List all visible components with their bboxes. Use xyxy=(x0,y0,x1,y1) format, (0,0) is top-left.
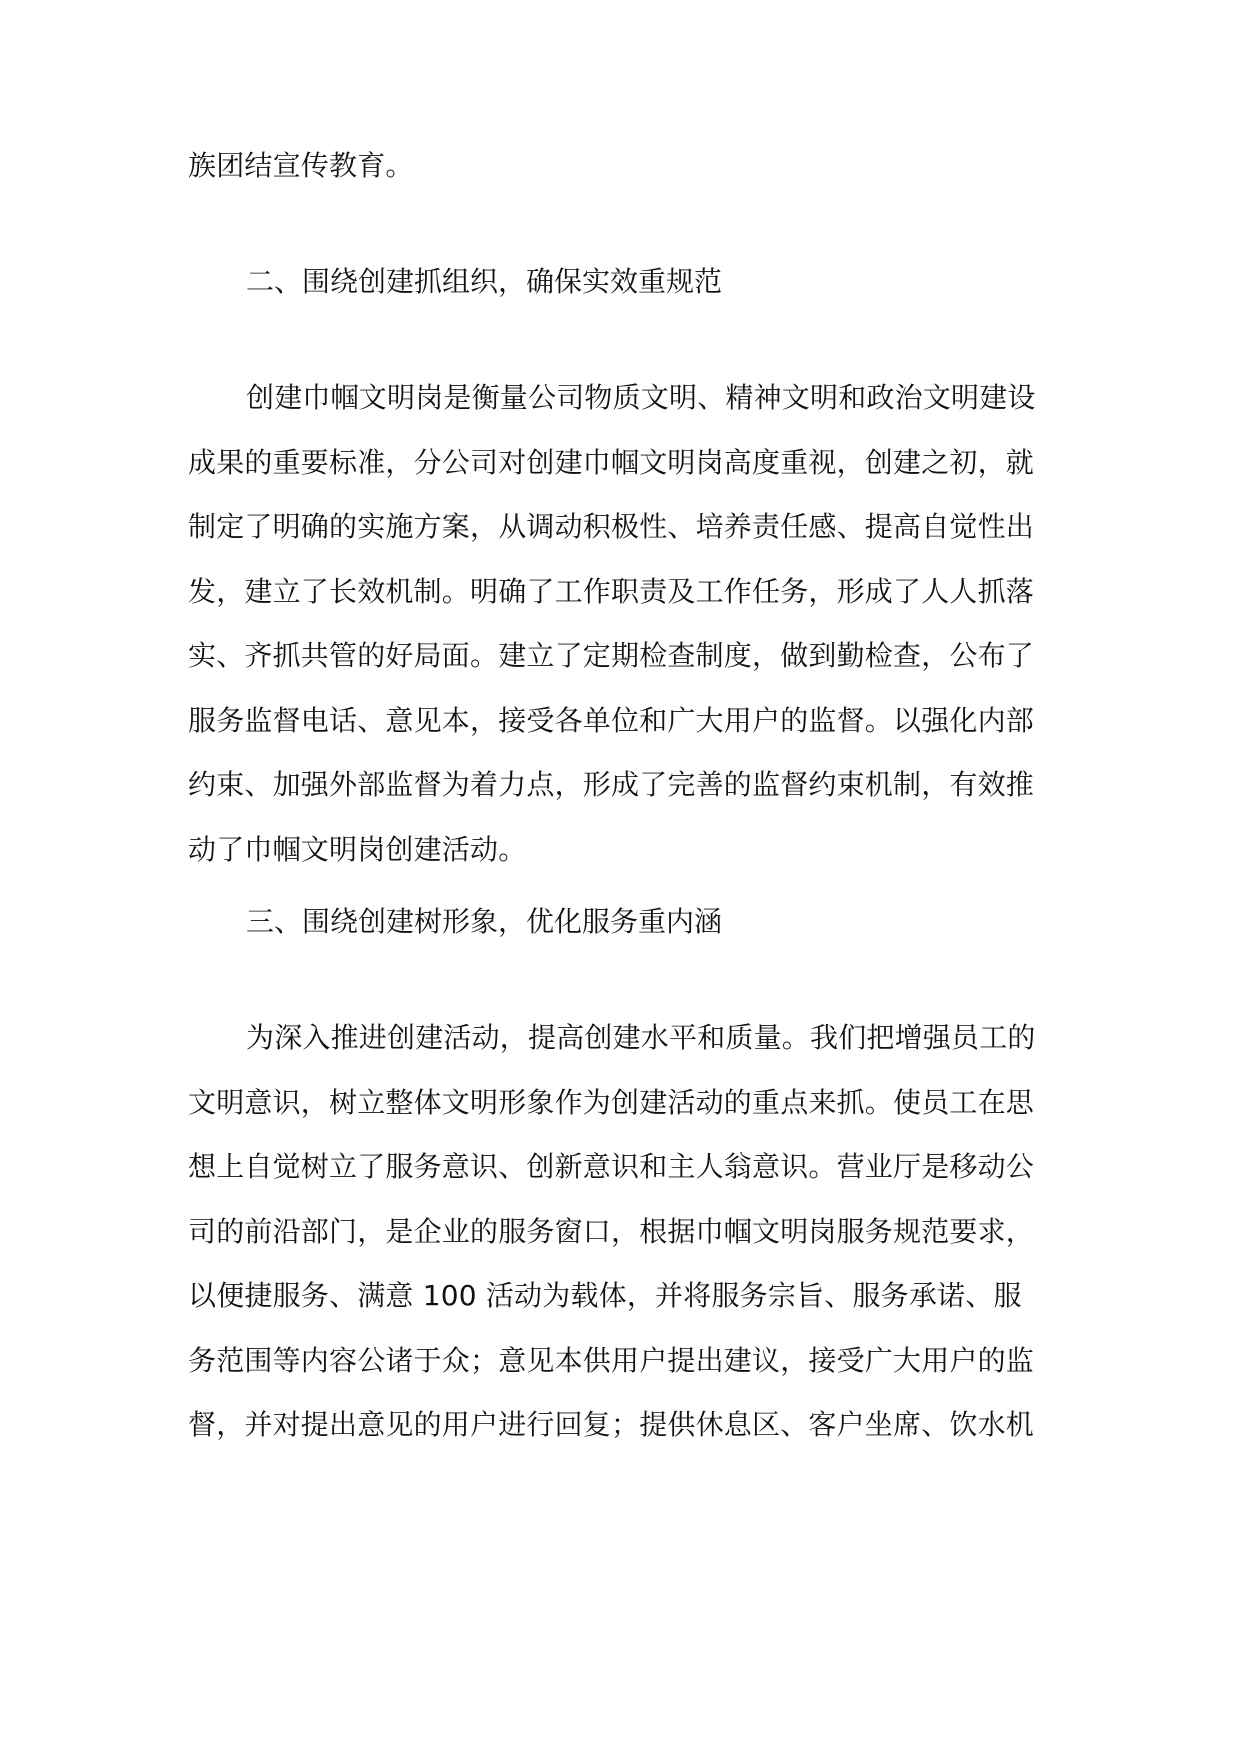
paragraph-line: 文明意识，树立整体文明形象作为创建活动的重点来抓。使员工在思 xyxy=(188,1085,1035,1119)
paragraph-line: 族团结宣传教育。 xyxy=(188,149,414,182)
section-2-paragraph xyxy=(188,366,1068,882)
paragraph-line: 务范围等内容公诸于众；意见本供用户提出建议，接受广大用户的监 xyxy=(188,1343,1035,1377)
paragraph-line: 发，建立了长效机制。明确了工作职责及工作任务，形成了人人抓落 xyxy=(188,574,1035,608)
paragraph-line: 服务监督电话、意见本，接受各单位和广大用户的监督。以强化内部 xyxy=(188,703,1035,737)
paragraph-line: 督，并对提出意见的用户进行回复；提供休息区、客户坐席、饮水机 xyxy=(188,1408,1035,1441)
section-heading-2: 二、围绕创建抓组织，确保实效重规范 xyxy=(246,265,723,298)
section-3-paragraph xyxy=(188,1006,1068,1458)
section-heading-3: 三、围绕创建树形象，优化服务重内涵 xyxy=(246,905,723,938)
paragraph-line: 司的前沿部门，是企业的服务窗口，根据巾帼文明岗服务规范要求， xyxy=(188,1214,1035,1248)
paragraph-line: 约束、加强外部监督为着力点，形成了完善的监督约束机制，有效推 xyxy=(188,768,1035,801)
paragraph-line: 成果的重要标准，分公司对创建巾帼文明岗高度重视，创建之初，就 xyxy=(188,445,1035,479)
paragraph-line: 实、齐抓共管的好局面。建立了定期检查制度，做到勤检查，公布了 xyxy=(188,639,1035,672)
paragraph-line: 制定了明确的实施方案，从调动积极性、培养责任感、提高自觉性出 xyxy=(188,510,1035,543)
paragraph-line: 创建巾帼文明岗是衡量公司物质文明、精神文明和政治文明建设 xyxy=(246,381,1036,414)
paragraph-line: 以便捷服务、满意 100 活动为载体，并将服务宗旨、服务承诺、服 xyxy=(188,1279,1022,1312)
paragraph-line: 动了巾帼文明岗创建活动。 xyxy=(188,832,527,866)
paragraph-line: 想上自觉树立了服务意识、创新意识和主人翁意识。营业厅是移动公 xyxy=(188,1150,1035,1183)
continuation-paragraph xyxy=(188,134,1068,199)
paragraph-line: 为深入推进创建活动，提高创建水平和质量。我们把增强员工的 xyxy=(246,1021,1036,1054)
